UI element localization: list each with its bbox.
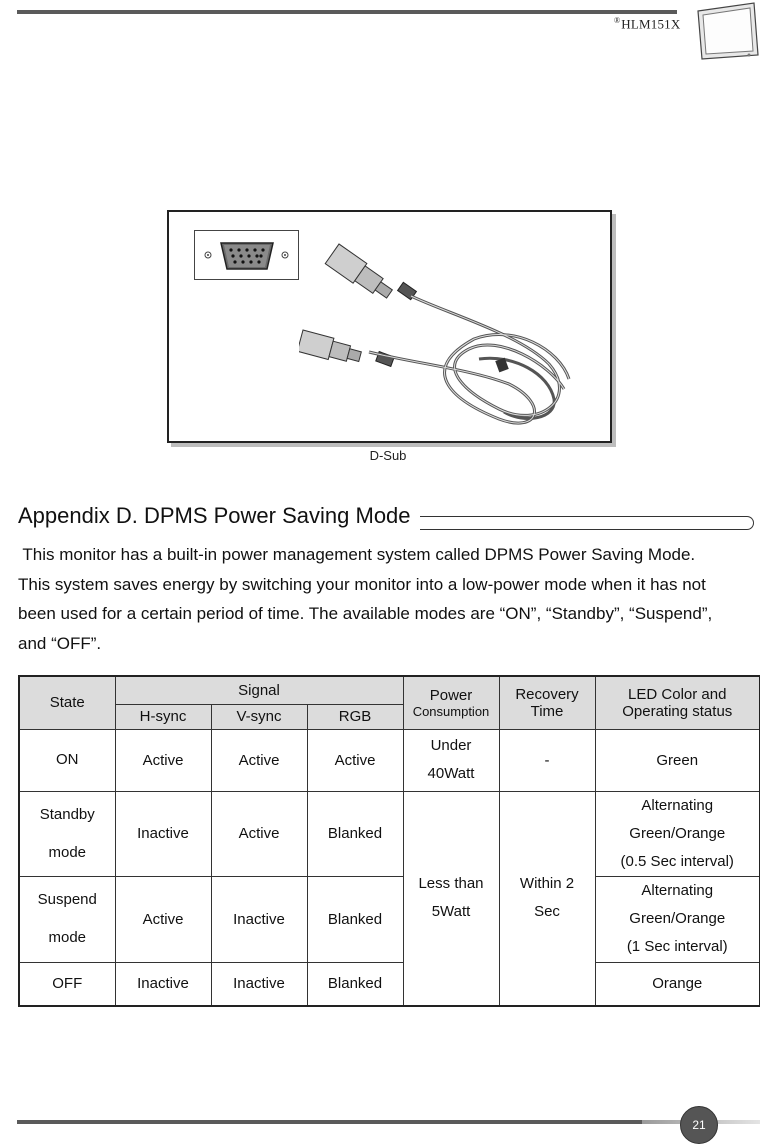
recovery-merged-line1: Within 2 <box>519 875 575 893</box>
header-power-line1: Power <box>429 686 473 704</box>
hsync-cell: Active <box>115 729 211 791</box>
header-rule <box>17 10 677 14</box>
led-line3: (0.5 Sec interval) <box>620 852 734 870</box>
monitor-icon <box>694 1 760 63</box>
rgb-cell: Active <box>307 729 403 791</box>
header-recovery-line1: Recovery <box>515 685 579 703</box>
led-cell <box>595 791 760 876</box>
header-rgb: RGB <box>307 704 403 729</box>
dsub-figure <box>167 210 612 443</box>
state-label: ON <box>56 751 79 768</box>
model-label: HLM151X <box>621 16 681 32</box>
state-cell <box>19 962 115 1006</box>
state-label: Suspend <box>37 891 97 908</box>
header-power-line2: Consumption <box>412 703 490 719</box>
power-line1: Under <box>430 737 472 754</box>
state-label-line2: mode <box>48 843 87 861</box>
footer-rule <box>17 1120 642 1124</box>
vga-cable-icon <box>299 234 599 434</box>
connector-inset <box>194 230 299 280</box>
section-title: Appendix D. DPMS Power Saving Mode <box>18 503 411 528</box>
power-cell-merged <box>403 791 499 1006</box>
power-line2: 40Watt <box>427 765 475 782</box>
hsync-cell: Inactive <box>115 962 211 1006</box>
section-title-rule <box>420 516 754 530</box>
header-power <box>403 676 499 729</box>
paragraph-line: This system saves energy by switching your monitor into a low-power mode when it has not <box>18 574 706 594</box>
led-cell <box>595 876 760 962</box>
led-line1: Alternating <box>641 796 714 814</box>
header-recovery <box>499 676 595 729</box>
dpms-table <box>18 675 760 1007</box>
power-merged-line2: 5Watt <box>431 903 471 921</box>
header-led-line2: Operating status <box>622 702 733 720</box>
recovery-merged-line2: Sec <box>534 903 560 921</box>
table-row <box>19 876 760 962</box>
vsync-cell: Inactive <box>211 962 307 1006</box>
state-cell <box>19 791 115 876</box>
state-cell <box>19 876 115 962</box>
state-label-line2: mode <box>48 929 87 946</box>
figure-caption: D-Sub <box>369 448 407 463</box>
power-cell <box>403 729 499 791</box>
vsync-cell: Inactive <box>211 876 307 962</box>
state-label: Standby <box>39 805 95 823</box>
vsync-cell: Active <box>211 729 307 791</box>
led-line1: Alternating <box>641 882 714 899</box>
paragraph-line: been used for a certain period of time. The available modes are “ON”, “Standby”, “Suspend”, <box>18 604 713 623</box>
hsync-cell: Active <box>115 876 211 962</box>
vsync-cell: Active <box>211 791 307 876</box>
dsub-connector-icon <box>195 231 298 279</box>
state-label: OFF <box>52 975 83 993</box>
led-cell: Green <box>595 729 760 791</box>
power-merged-line1: Less than <box>418 875 484 893</box>
header-recovery-line2: Time <box>530 702 564 720</box>
header-signal <box>115 676 403 704</box>
intro-paragraph <box>18 540 758 658</box>
header-vsync: V-sync <box>211 704 307 729</box>
rgb-cell: Blanked <box>307 791 403 876</box>
paragraph-line: and “OFF”. <box>18 633 102 653</box>
header-led <box>595 676 760 729</box>
header-state <box>19 676 115 729</box>
hsync-cell: Inactive <box>115 791 211 876</box>
recovery-cell: - <box>499 729 595 791</box>
table-row <box>19 791 760 876</box>
rgb-cell: Blanked <box>307 876 403 962</box>
header-hsync: H-sync <box>115 704 211 729</box>
header-signal-label: Signal <box>238 681 280 699</box>
table-row <box>19 729 760 791</box>
state-cell <box>19 729 115 791</box>
page-number: 21 <box>680 1106 718 1144</box>
header-state-label: State <box>49 694 85 712</box>
header-led-line1: LED Color and <box>628 685 727 703</box>
led-line2: Green/Orange <box>629 824 726 842</box>
led-cell: Orange <box>595 962 760 1006</box>
led-line3: (1 Sec interval) <box>626 938 728 955</box>
led-line2: Green/Orange <box>629 910 726 927</box>
recovery-cell-merged <box>499 791 595 1006</box>
model-name: ®HLM151X <box>614 16 681 32</box>
rgb-cell: Blanked <box>307 962 403 1006</box>
paragraph-line: This monitor has a built-in power management system called DPMS Power Saving Mode. <box>18 545 696 564</box>
table-row <box>19 962 760 1006</box>
